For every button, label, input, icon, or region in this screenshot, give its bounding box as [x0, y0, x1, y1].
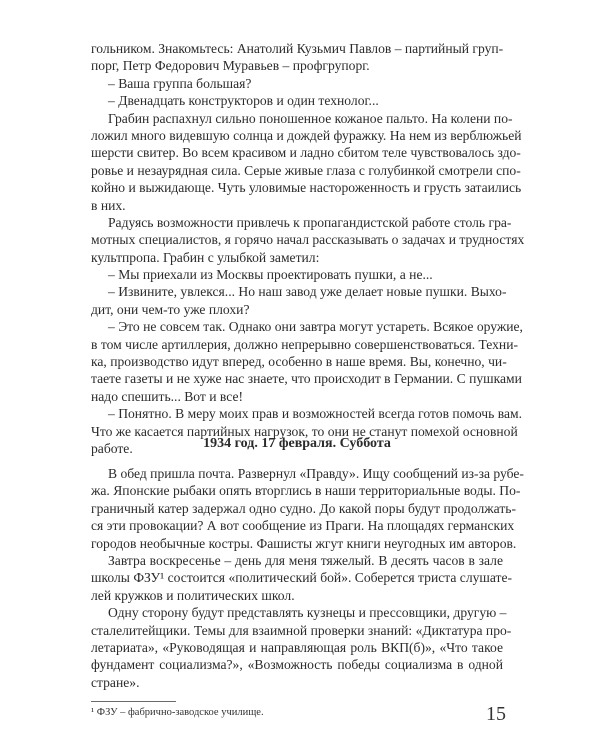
text-line: Радуясь возможности привлечь к пропагандистской работе столь гра-	[108, 214, 512, 230]
page-number: 15	[486, 703, 506, 725]
diary-entry-heading: 1934 год. 17 февраля. Суббота	[203, 436, 391, 451]
text-line: надо спешить... Вот и все!	[91, 388, 244, 404]
text-line: гольником. Знакомьтесь: Анатолий Кузьмич Павлов – партийный груп-	[91, 41, 504, 56]
body-text-block	[91, 40, 525, 457]
text-line: лей кружков и политических школ.	[91, 587, 295, 603]
text-line: мотных специалистов, я горячо начал рассказывать о задачах и трудностях	[91, 232, 525, 248]
text-line: ся эти провокации? А вот сообщение из Праги. На площадях германских	[91, 518, 515, 534]
text-line: – Мы приехали из Москвы проектировать пушки, а не...	[108, 267, 433, 283]
text-line: в них.	[91, 197, 126, 213]
text-line: шерсти свитер. Во всем красивом и ладно сбитом теле чувствовалось здо-	[91, 145, 521, 161]
text-line: фундамент социализма?», «Возможность победы социализма в одной	[91, 657, 503, 673]
text-line: таете газеты и не хуже нас знаете, что происходит в Германии. С пушками	[91, 371, 522, 387]
text-line: дит, они чем-то уже плохи?	[91, 301, 250, 317]
text-line: порг, Петр Федорович Муравьев – профгрупорг.	[91, 58, 370, 74]
text-line: В обед пришла почта. Развернул «Правду». Ищу сообщений из-за рубе-	[108, 466, 524, 481]
text-line: Грабин распахнул сильно поношенное кожаное пальто. На колени по-	[108, 110, 513, 126]
text-line: Что же касается партийных нагрузок, то они не станут помехой основной	[91, 423, 518, 439]
text-line: – Это не совсем так. Однако они завтра могут устареть. Всякое оружие,	[108, 319, 523, 335]
body-text-block-2	[91, 465, 524, 691]
text-line: школы ФЗУ¹ состоится «политический бой». Соберется триста слушате-	[91, 570, 513, 586]
text-line: – Ваша группа большая?	[108, 75, 252, 91]
footnote: ¹ ФЗУ – фабрично-заводское училище.	[91, 707, 264, 718]
text-line: в том числе артиллерия, должно непрерывно совершенствоваться. Техни-	[91, 336, 519, 352]
text-line: ложил много видевшую солнца и дождей фуражку. На нем из верблюжьей	[91, 127, 522, 143]
text-line: ка, производство идут вперед, особенно в наше время. Вы, конечно, чи-	[91, 354, 507, 370]
text-line: койно и выжидающе. Чуть уловимые настороженность и грусть затаились	[91, 180, 522, 196]
text-line: граничный катер задержал одно судно. До какой поры будут продолжать-	[91, 500, 516, 516]
footnote-rule	[91, 701, 176, 702]
text-line: стране».	[91, 674, 140, 690]
text-line: Одну сторону будут представлять кузнецы и прессовщики, другую –	[108, 605, 507, 621]
text-line: работе.	[91, 440, 133, 456]
text-line: – Извините, увлекся... Но наш завод уже делает новые пушки. Выхо-	[108, 284, 507, 300]
text-line: летариата», «Руководящая и направляющая роль ВКП(б)», «Что такое	[91, 639, 503, 655]
text-line: – Двенадцать конструкторов и один технолог...	[108, 93, 379, 109]
text-line: культпропа. Грабин с улыбкой заметил:	[91, 249, 320, 265]
text-line: сталелитейщики. Темы для взаимной проверки знаний: «Диктатура про-	[91, 622, 512, 638]
text-line: жа. Японские рыбаки опять вторглись в наши территориальные воды. По-	[91, 483, 521, 499]
text-line: – Понятно. В меру моих прав и возможностей всегда готов помочь вам.	[108, 406, 522, 422]
text-line: Завтра воскресенье – день для меня тяжелый. В десять часов в зале	[108, 552, 503, 568]
text-line: городов необычные костры. Фашисты жгут книги неугодных им авторов.	[91, 535, 517, 551]
text-line: ровье и незаурядная сила. Серые живые глаза с голубинкой смотрели спо-	[91, 162, 521, 178]
